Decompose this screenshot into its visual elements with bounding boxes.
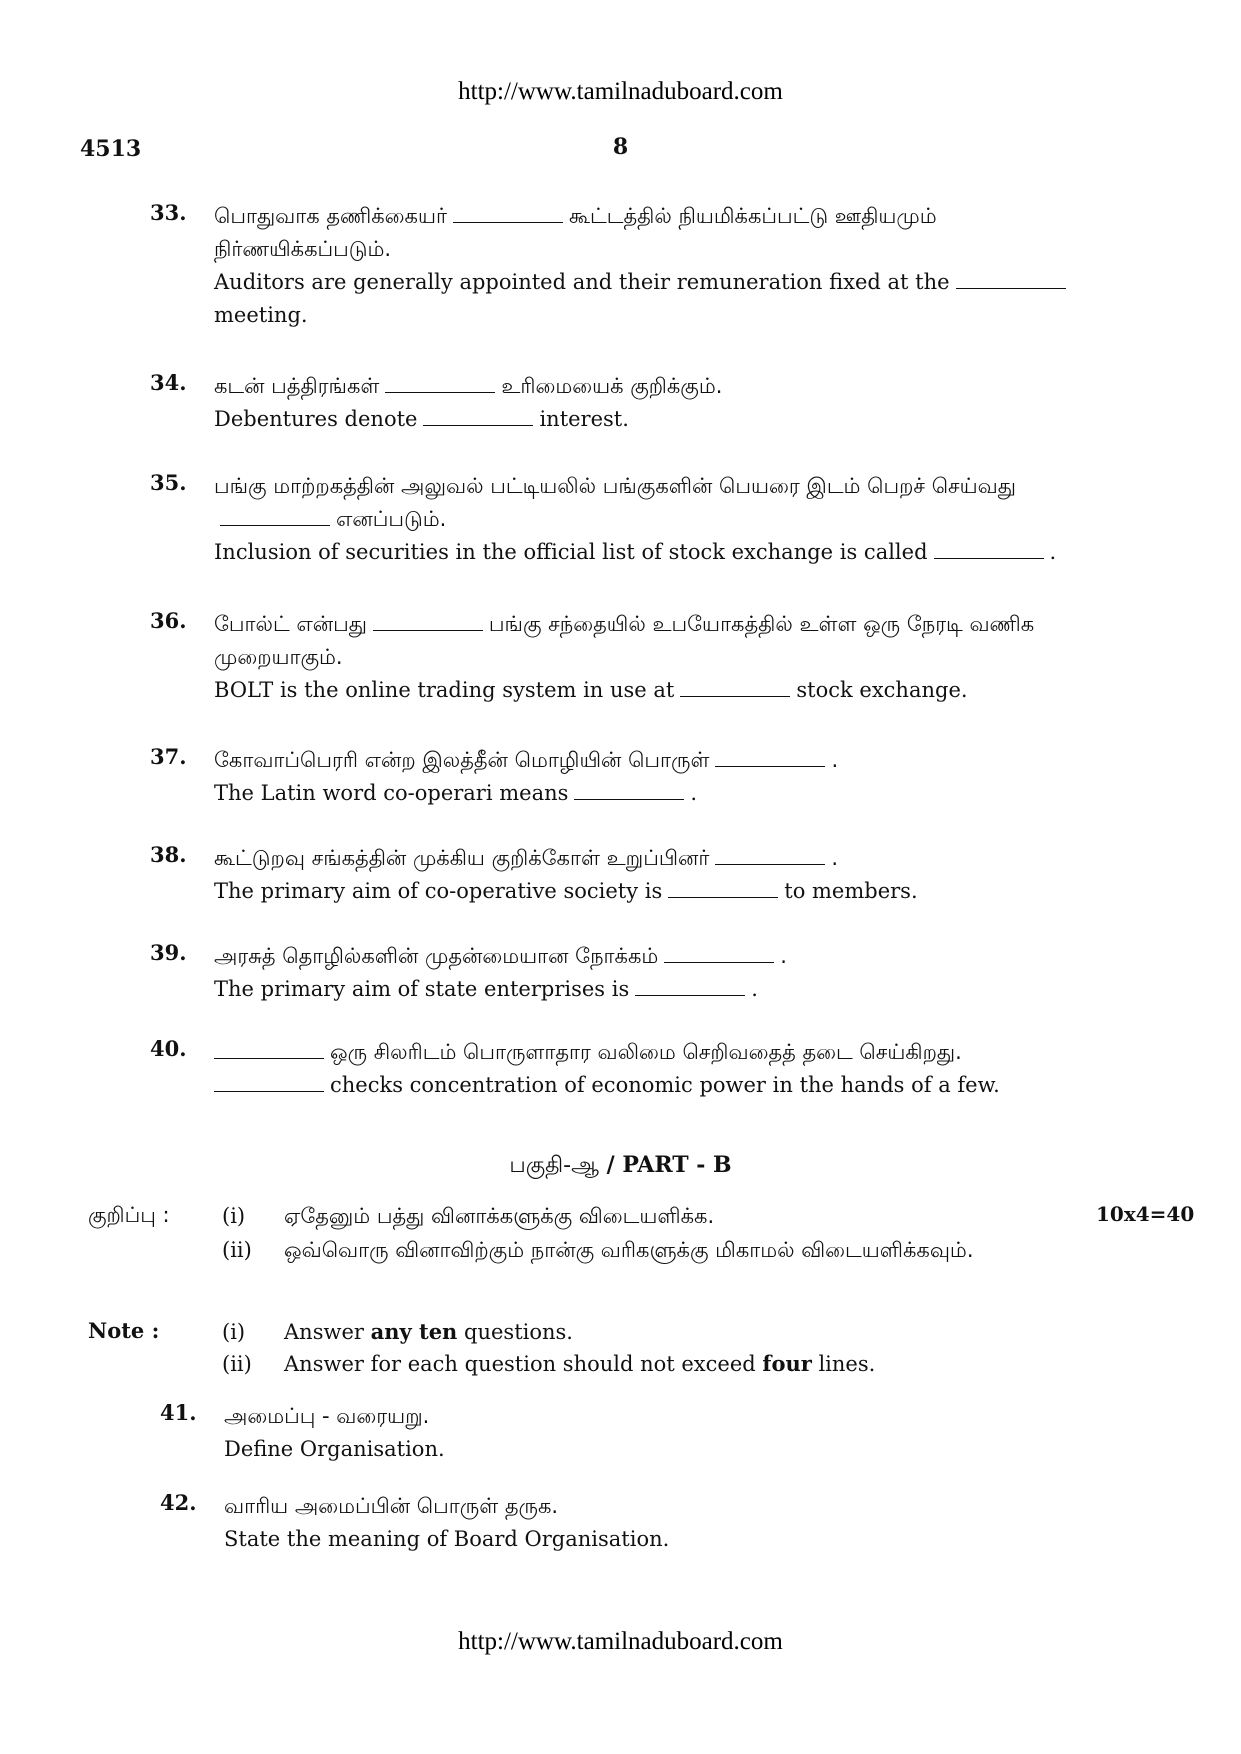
note-number: (ii) <box>222 1238 252 1262</box>
page-number: 8 <box>612 134 629 160</box>
part-b-english: PART - B <box>622 1152 732 1178</box>
question-number: 37. <box>150 744 187 769</box>
note-number: (ii) <box>222 1352 252 1376</box>
tamil-text: வாரிய அமைப்பின் பொருள் தருக. <box>224 1494 559 1518</box>
tamil-note-1 <box>222 1200 1122 1232</box>
answer-blank <box>373 612 483 631</box>
note-text: Answer <box>284 1320 364 1344</box>
paper-code: 4513 <box>80 136 142 162</box>
question-40 <box>150 1036 1110 1102</box>
question-36 <box>150 608 1110 707</box>
note-number: (i) <box>222 1320 246 1344</box>
answer-blank <box>668 879 778 898</box>
answer-blank <box>385 374 495 393</box>
answer-blank <box>956 270 1066 289</box>
question-number: 33. <box>150 200 187 225</box>
english-text: Debentures denote <box>214 407 418 431</box>
english-text: Inclusion of securities in the official list of stock exchange is called <box>214 540 928 564</box>
tamil-text: அமைப்பு - வரையறு. <box>224 1404 430 1428</box>
note-text-bold: any ten <box>370 1319 458 1344</box>
tamil-text: . <box>780 944 787 968</box>
note-text: ஒவ்வொரு வினாவிற்கும் நான்கு வரிகளுக்கு மிகாமல் விடையளிக்கவும். <box>284 1238 974 1262</box>
english-text: . <box>690 781 698 805</box>
answer-blank <box>635 977 745 996</box>
tamil-text: . <box>831 748 839 772</box>
question-38 <box>150 842 1110 908</box>
answer-blank <box>680 678 790 697</box>
note-text: lines. <box>818 1352 876 1376</box>
tamil-text: பங்கு சந்தையில் உபயோகத்தில் உள்ள ஒரு நேரடி வணிக முறையாகும். <box>214 612 1035 669</box>
tamil-text: அரசுத் தொழில்களின் முதன்மையான நோக்கம் <box>214 944 659 968</box>
english-text: to members. <box>784 879 918 903</box>
footer-url: http://www.tamilnaduboard.com <box>458 1628 783 1655</box>
english-text: interest. <box>539 407 629 431</box>
part-b-separator: / <box>598 1152 623 1178</box>
english-text: meeting. <box>214 303 308 327</box>
note-text: questions. <box>464 1320 573 1344</box>
answer-blank <box>423 407 533 426</box>
english-text: The primary aim of co-operative society is <box>214 879 663 903</box>
question-35 <box>150 470 1110 569</box>
answer-blank <box>715 748 825 767</box>
note-text-bold: four <box>762 1351 812 1376</box>
tamil-text: உரிமையைக் குறிக்கும். <box>501 374 723 398</box>
tamil-text: எனப்படும். <box>336 507 447 531</box>
answer-blank <box>934 540 1044 559</box>
question-number: 41. <box>160 1400 197 1425</box>
tamil-text: கடன் பத்திரங்கள் <box>214 374 380 398</box>
question-number: 36. <box>150 608 187 633</box>
english-text: The Latin word co-operari means <box>214 781 569 805</box>
tamil-note-2 <box>222 1234 1122 1266</box>
english-text: The primary aim of state enterprises is <box>214 977 630 1001</box>
english-text: BOLT is the online trading system in use at <box>214 678 675 702</box>
question-number: 34. <box>150 370 187 395</box>
marks-allocation: 10x4=40 <box>1096 1202 1195 1226</box>
tamil-text: பொதுவாக தணிக்கையர் <box>214 204 447 228</box>
english-text: Auditors are generally appointed and their remuneration fixed at the <box>214 270 950 294</box>
part-b-heading <box>0 1152 1241 1181</box>
question-number: 35. <box>150 470 187 495</box>
answer-blank <box>574 781 684 800</box>
question-41 <box>160 1400 1120 1466</box>
answer-blank <box>664 944 774 963</box>
question-33 <box>150 200 1110 332</box>
answer-blank <box>715 846 825 865</box>
english-text: . <box>1049 540 1057 564</box>
tamil-text: போல்ட் என்பது <box>214 612 367 636</box>
note-text: ஏதேனும் பத்து வினாக்களுக்கு விடையளிக்க. <box>284 1204 715 1228</box>
tamil-text: கோவாப்பெரரி என்ற இலத்தீன் மொழியின் பொருள் <box>214 748 710 772</box>
tamil-text: ஒரு சிலரிடம் பொருளாதார வலிமை செறிவதைத் தடை செய்கிறது. <box>330 1040 962 1064</box>
question-37 <box>150 744 1110 810</box>
english-text: Define Organisation. <box>224 1437 445 1461</box>
note-number: (i) <box>222 1204 246 1228</box>
english-text: . <box>751 977 758 1001</box>
question-number: 38. <box>150 842 187 867</box>
question-42 <box>160 1490 1120 1556</box>
question-number: 39. <box>150 940 187 965</box>
question-34 <box>150 370 1110 436</box>
note-label: Note : <box>88 1318 160 1343</box>
tamil-text: கூட்டுறவு சங்கத்தின் முக்கிய குறிக்கோள் உறுப்பினர் <box>214 846 710 870</box>
answer-blank <box>214 1073 324 1092</box>
english-text: checks concentration of economic power in the hands of a few. <box>330 1073 1000 1097</box>
english-text: State the meaning of Board Organisation. <box>224 1527 670 1551</box>
tamil-text: . <box>831 846 838 870</box>
answer-blank <box>220 507 330 526</box>
question-number: 42. <box>160 1490 197 1515</box>
english-text: stock exchange. <box>796 678 968 702</box>
note-text: Answer for each question should not exceed <box>284 1352 756 1376</box>
answer-blank <box>453 204 563 223</box>
part-b-tamil: பகுதி-ஆ <box>509 1153 599 1178</box>
question-number: 40. <box>150 1036 187 1061</box>
tamil-text: பங்கு மாற்றகத்தின் அலுவல் பட்டியலில் பங்குகளின் பெயரை இடம் பெறச் செய்வது <box>214 474 1016 498</box>
header-url: http://www.tamilnaduboard.com <box>458 78 783 105</box>
tamil-text: கூட்டத்தில் நியமிக்கப்பட்டு ஊதியமும் நிர்ணயிக்கப்படும். <box>214 204 937 261</box>
question-39 <box>150 940 1110 1006</box>
tamil-note-label: குறிப்பு : <box>88 1203 170 1227</box>
english-note-2 <box>222 1348 1122 1380</box>
english-note-1 <box>222 1316 1122 1348</box>
answer-blank <box>214 1040 324 1059</box>
